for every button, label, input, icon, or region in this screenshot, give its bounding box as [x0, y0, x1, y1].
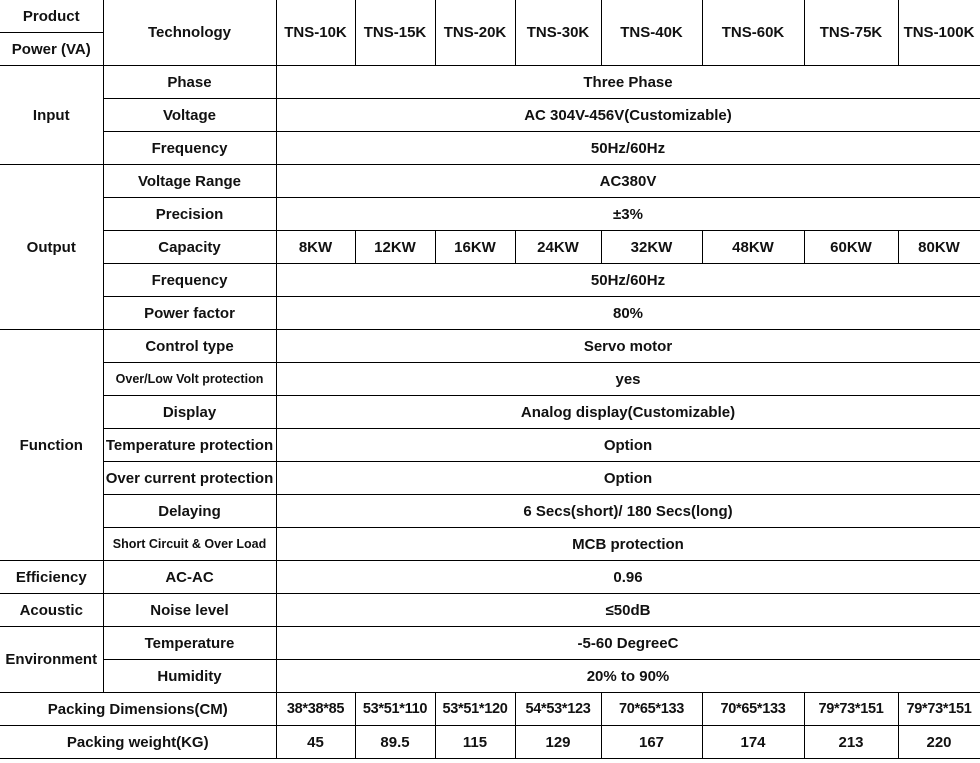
parameter-name: Humidity	[103, 660, 276, 693]
table-row	[0, 132, 980, 165]
packing-weight: 115	[435, 726, 515, 759]
parameter-value: Option	[276, 462, 980, 495]
table-row	[0, 660, 980, 693]
parameter-value: 50Hz/60Hz	[276, 264, 980, 297]
parameter-value: 24KW	[515, 231, 601, 264]
parameter-value: 6 Secs(short)/ 180 Secs(long)	[276, 495, 980, 528]
group-label: Output	[0, 165, 103, 330]
parameter-value: AC 304V-456V(Customizable)	[276, 99, 980, 132]
model-header: TNS-30K	[515, 0, 601, 66]
parameter-name: Over/Low Volt protection	[103, 363, 276, 396]
packing-dimension: 53*51*120	[435, 693, 515, 726]
group-label: Function	[0, 330, 103, 561]
packing-dimension: 54*53*123	[515, 693, 601, 726]
product-label: Product	[0, 0, 103, 33]
parameter-value: 8KW	[276, 231, 355, 264]
parameter-name: Frequency	[103, 264, 276, 297]
table-row	[0, 264, 980, 297]
parameter-name: Control type	[103, 330, 276, 363]
model-header: TNS-15K	[355, 0, 435, 66]
parameter-name: Power factor	[103, 297, 276, 330]
table-row	[0, 495, 980, 528]
model-header: TNS-60K	[702, 0, 804, 66]
packing-weight: 213	[804, 726, 898, 759]
parameter-value: Analog display(Customizable)	[276, 396, 980, 429]
model-header: TNS-20K	[435, 0, 515, 66]
packing-dimension: 70*65*133	[601, 693, 702, 726]
parameter-name: AC-AC	[103, 561, 276, 594]
table-row	[0, 165, 980, 198]
packing-dimension: 79*73*151	[898, 693, 980, 726]
table-row	[0, 528, 980, 561]
parameter-name: Over current protection	[103, 462, 276, 495]
parameter-value: ±3%	[276, 198, 980, 231]
packing-weight: 89.5	[355, 726, 435, 759]
parameter-name: Temperature	[103, 627, 276, 660]
parameter-value: 50Hz/60Hz	[276, 132, 980, 165]
table-row	[0, 627, 980, 660]
parameter-value: Three Phase	[276, 66, 980, 99]
table-row	[0, 726, 980, 759]
table-row	[0, 429, 980, 462]
parameter-name: Precision	[103, 198, 276, 231]
parameter-value: 48KW	[702, 231, 804, 264]
parameter-name: Short Circuit & Over Load	[103, 528, 276, 561]
parameter-name: Frequency	[103, 132, 276, 165]
parameter-value: 80KW	[898, 231, 980, 264]
table-row	[0, 66, 980, 99]
parameter-name: Delaying	[103, 495, 276, 528]
group-label: Input	[0, 66, 103, 165]
group-label: Acoustic	[0, 594, 103, 627]
parameter-value: 80%	[276, 297, 980, 330]
model-header: TNS-100K	[898, 0, 980, 66]
power-label: Power (VA)	[0, 33, 103, 66]
packing-weight: 129	[515, 726, 601, 759]
table-row	[0, 363, 980, 396]
table-row	[0, 462, 980, 495]
table-row	[0, 561, 980, 594]
parameter-value: 12KW	[355, 231, 435, 264]
packing-weight-label: Packing weight(KG)	[0, 726, 276, 759]
packing-weight: 174	[702, 726, 804, 759]
parameter-value: 60KW	[804, 231, 898, 264]
table-row	[0, 297, 980, 330]
table-row	[0, 594, 980, 627]
table-row	[0, 330, 980, 363]
parameter-value: Option	[276, 429, 980, 462]
packing-dimension: 79*73*151	[804, 693, 898, 726]
table-row	[0, 198, 980, 231]
packing-dimension: 38*38*85	[276, 693, 355, 726]
packing-dimension: 53*51*110	[355, 693, 435, 726]
parameter-value: MCB protection	[276, 528, 980, 561]
parameter-value: 32KW	[601, 231, 702, 264]
model-header: TNS-10K	[276, 0, 355, 66]
header-row	[0, 0, 980, 33]
parameter-name: Display	[103, 396, 276, 429]
packing-dimension: 70*65*133	[702, 693, 804, 726]
parameter-name: Noise level	[103, 594, 276, 627]
parameter-value: AC380V	[276, 165, 980, 198]
packing-weight: 45	[276, 726, 355, 759]
table-row	[0, 99, 980, 132]
parameter-value: 20% to 90%	[276, 660, 980, 693]
parameter-value: ≤50dB	[276, 594, 980, 627]
parameter-value: 0.96	[276, 561, 980, 594]
model-header: TNS-75K	[804, 0, 898, 66]
table-row	[0, 693, 980, 726]
packing-weight: 220	[898, 726, 980, 759]
parameter-value: yes	[276, 363, 980, 396]
model-header: TNS-40K	[601, 0, 702, 66]
parameter-name: Voltage	[103, 99, 276, 132]
parameter-name: Phase	[103, 66, 276, 99]
table-row	[0, 231, 980, 264]
packing-weight: 167	[601, 726, 702, 759]
group-label: Environment	[0, 627, 103, 693]
parameter-value: -5-60 DegreeC	[276, 627, 980, 660]
parameter-name: Temperature protection	[103, 429, 276, 462]
parameter-name: Capacity	[103, 231, 276, 264]
table-row	[0, 396, 980, 429]
technology-label: Technology	[103, 0, 276, 66]
packing-dimensions-label: Packing Dimensions(CM)	[0, 693, 276, 726]
parameter-value: Servo motor	[276, 330, 980, 363]
group-label: Efficiency	[0, 561, 103, 594]
parameter-value: 16KW	[435, 231, 515, 264]
parameter-name: Voltage Range	[103, 165, 276, 198]
